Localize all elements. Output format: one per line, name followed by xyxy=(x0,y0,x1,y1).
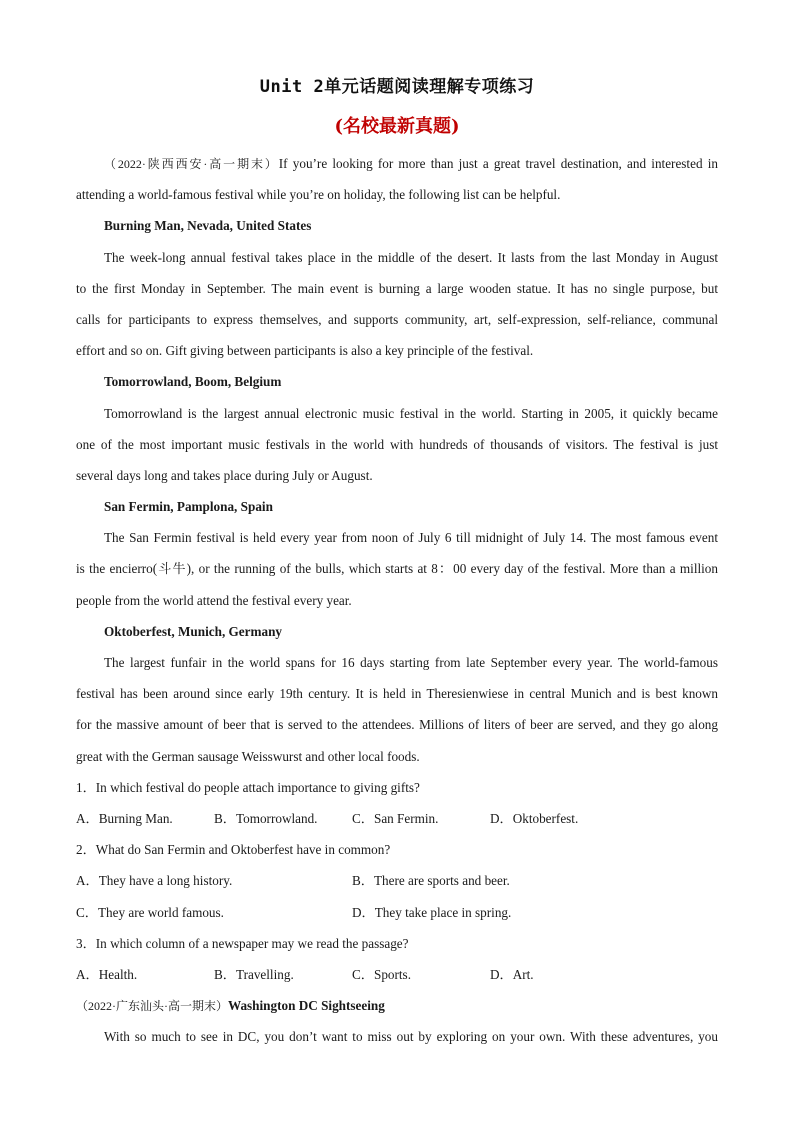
question-2-stem: 2．What do San Fermin and Oktoberfest have in common? xyxy=(76,842,391,858)
paragraph-line: is the encierro(斗牛), or the running of the bulls, which starts at 8：00 every day of the festival. More than a million xyxy=(76,561,718,577)
section-heading-san-fermin: San Fermin, Pamplona, Spain xyxy=(104,499,273,515)
section-heading-oktoberfest: Oktoberfest, Munich, Germany xyxy=(104,623,283,639)
question-3-stem: 3．In which column of a newspaper may we read the passage? xyxy=(76,935,409,951)
paragraph-line: for the massive amount of beer that is served to the attendees. Millions of liters of beer are served, and they go along xyxy=(76,717,718,733)
option-d: D．Art. xyxy=(490,966,534,982)
paragraph-line: effort and so on. Gift giving between participants is also a key principle of the festival. xyxy=(76,343,534,359)
passage1-intro-line-2: attending a world-famous festival while you’re on holiday, the following list can be helpful. xyxy=(76,187,561,203)
paragraph-line: calls for participants to express themselves, and supports community, art, self-expression, self-reliance, communal xyxy=(76,311,718,327)
option-c: C．Sports. xyxy=(352,966,411,982)
option-a: A．Health. xyxy=(76,966,138,982)
section-heading-burning-man: Burning Man, Nevada, United States xyxy=(104,218,312,234)
option-b: B．There are sports and beer. xyxy=(352,873,510,889)
option-b: B．Travelling. xyxy=(214,966,294,982)
section-heading-tomorrowland: Tomorrowland, Boom, Belgium xyxy=(104,374,282,390)
paragraph-line: The largest funfair in the world spans for 16 days starting from late September every year. The world-famous xyxy=(104,655,718,670)
question-1-options xyxy=(76,803,718,834)
option-d: D．Oktoberfest. xyxy=(490,810,579,826)
paragraph-line: to the first Monday in September. The main event is burning a large wooden statue. It has no single purpose, but xyxy=(76,280,718,296)
document-body xyxy=(76,148,718,1052)
passage2-header xyxy=(76,990,718,1021)
passage1-source: （2022·陕西西安·高一期末） xyxy=(104,157,279,171)
paragraph-line: one of the most important music festivals in the world with hundreds of thousands of visitors. The festival is just xyxy=(76,436,718,452)
question-2-options-row-1 xyxy=(76,865,718,896)
option-c: C．San Fermin. xyxy=(352,810,439,826)
document-title: Unit 2单元话题阅读理解专项练习 xyxy=(259,77,535,97)
option-a: A．Burning Man. xyxy=(76,810,173,826)
option-a: A．They have a long history. xyxy=(76,873,233,889)
document-subtitle: (名校最新真题) xyxy=(334,116,460,137)
passage2-title: Washington DC Sightseeing xyxy=(228,998,385,1014)
paragraph-line: The San Fermin festival is held every year from noon of July 6 till midnight of July 14. The most famous event xyxy=(104,530,718,546)
paragraph-line: great with the German sausage Weisswurst and other local foods. xyxy=(76,748,420,764)
paragraph-line: festival has been around since early 19th century. It is held in Theresienwiese in central Munich and is best known xyxy=(76,686,718,702)
passage2-first-line: With so much to see in DC, you don’t want to miss out by exploring on your own. With these adventures, you xyxy=(104,1029,718,1045)
paragraph-line: Tomorrowland is the largest annual electronic music festival in the world. Starting in 2005, it quickly became xyxy=(104,405,718,421)
passage1-intro-line-1: （2022·陕西西安·高一期末）If you’re looking for more than just a great travel destination, and interested in xyxy=(104,156,719,171)
option-b: B．Tomorrowland. xyxy=(214,810,318,826)
option-c: C．They are world famous. xyxy=(76,904,224,920)
paragraph-line: several days long and takes place during July or August. xyxy=(76,467,373,483)
question-3-options xyxy=(76,959,718,990)
paragraph-line: people from the world attend the festival every year. xyxy=(76,592,352,608)
question-1-stem: 1．In which festival do people attach importance to giving gifts? xyxy=(76,779,420,795)
passage2-source: （2022·广东汕头·高一期末） xyxy=(76,999,228,1014)
option-d: D．They take place in spring. xyxy=(352,904,512,920)
paragraph-line: The week-long annual festival takes place in the middle of the desert. It lasts from the last Monday in August xyxy=(104,249,718,265)
question-2-options-row-2 xyxy=(76,897,718,928)
